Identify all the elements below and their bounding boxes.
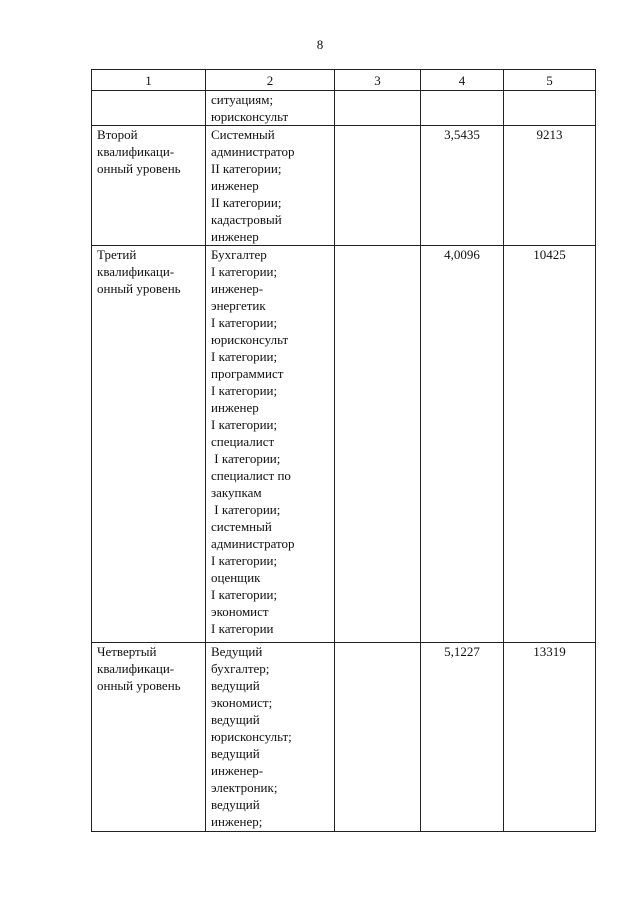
cell-line: I категории; [211, 587, 278, 602]
level-cell [92, 91, 206, 126]
salary-cell: 13319 [504, 643, 596, 832]
table-row [92, 643, 596, 832]
header-cell-3: 3 [335, 70, 421, 91]
cell-line: оценщик [211, 570, 261, 585]
cell-line: квалификаци- [97, 661, 175, 676]
qualification-table [91, 69, 596, 832]
positions-cell [206, 246, 335, 643]
positions-cell [206, 126, 335, 246]
positions-cell [206, 91, 335, 126]
cell-line: специалист по [211, 468, 291, 483]
cell-line: экономист; [211, 695, 273, 710]
cell-line: инженер [211, 178, 259, 193]
cell-line: юрисконсульт; [211, 729, 292, 744]
header-cell-2: 2 [206, 70, 335, 91]
cell-line: II категории; [211, 195, 282, 210]
cell-line: Третий [97, 247, 137, 262]
page-number: 8 [316, 37, 324, 52]
cell-line: инженер- [211, 281, 264, 296]
cell-line: I категории [211, 621, 274, 636]
cell-line: программист [211, 366, 284, 381]
cell-line: администратор [211, 536, 295, 551]
col3-cell [335, 246, 421, 643]
cell-line: I категории; [211, 383, 278, 398]
cell-line: инженер [211, 229, 259, 244]
cell-line: квалификаци- [97, 144, 175, 159]
cell-line: инженер- [211, 763, 264, 778]
cell-line: энергетик [211, 298, 266, 313]
cell-line: юрисконсульт [211, 332, 289, 347]
table-row [92, 91, 596, 126]
cell-line: Второй [97, 127, 138, 142]
cell-line: ведущий [211, 746, 260, 761]
cell-line: I категории; [211, 315, 278, 330]
cell-line: квалификаци- [97, 264, 175, 279]
cell-line: ведущий [211, 797, 260, 812]
cell-line: I категории; [211, 553, 278, 568]
header-cell-4: 4 [421, 70, 504, 91]
cell-line: II категории; [211, 161, 282, 176]
salary-cell: 10425 [504, 246, 596, 643]
salary-cell: 9213 [504, 126, 596, 246]
coefficient-cell: 3,5435 [421, 126, 504, 246]
header-cell-5: 5 [504, 70, 596, 91]
cell-line: экономист [211, 604, 269, 619]
col3-cell [335, 91, 421, 126]
cell-line: I категории; [211, 264, 278, 279]
cell-line: системный [211, 519, 272, 534]
cell-line: Бухгалтер [211, 247, 267, 262]
coefficient-cell: 5,1227 [421, 643, 504, 832]
header-cell-1: 1 [92, 70, 206, 91]
col3-cell [335, 643, 421, 832]
table-header-row [92, 70, 596, 91]
col3-cell [335, 126, 421, 246]
cell-line: кадастровый [211, 212, 282, 227]
cell-line: инженер; [211, 814, 263, 829]
cell-line: онный уровень [97, 678, 181, 693]
cell-line: I категории; [211, 417, 278, 432]
cell-line: бухгалтер; [211, 661, 270, 676]
level-cell [92, 126, 206, 246]
coefficient-cell: 4,0096 [421, 246, 504, 643]
positions-cell [206, 643, 335, 832]
level-cell [92, 643, 206, 832]
salary-cell [504, 91, 596, 126]
cell-line: администратор [211, 144, 295, 159]
cell-line: онный уровень [97, 161, 181, 176]
table-row [92, 246, 596, 643]
cell-line: юрисконсульт [211, 109, 289, 124]
cell-line: Четвертый [97, 644, 157, 659]
cell-line: ведущий [211, 712, 260, 727]
cell-line: специалист [211, 434, 275, 449]
cell-line: ведущий [211, 678, 260, 693]
table-row [92, 126, 596, 246]
cell-line: I категории; [211, 349, 278, 364]
cell-line: Ведущий [211, 644, 263, 659]
cell-line: электроник; [211, 780, 278, 795]
cell-line: Системный [211, 127, 275, 142]
cell-line: I категории; [211, 502, 281, 517]
cell-line: I категории; [211, 451, 281, 466]
cell-line: ситуациям; [211, 92, 274, 107]
level-cell [92, 246, 206, 643]
cell-line: закупкам [211, 485, 262, 500]
cell-line: инженер [211, 400, 259, 415]
cell-line: онный уровень [97, 281, 181, 296]
coefficient-cell [421, 91, 504, 126]
